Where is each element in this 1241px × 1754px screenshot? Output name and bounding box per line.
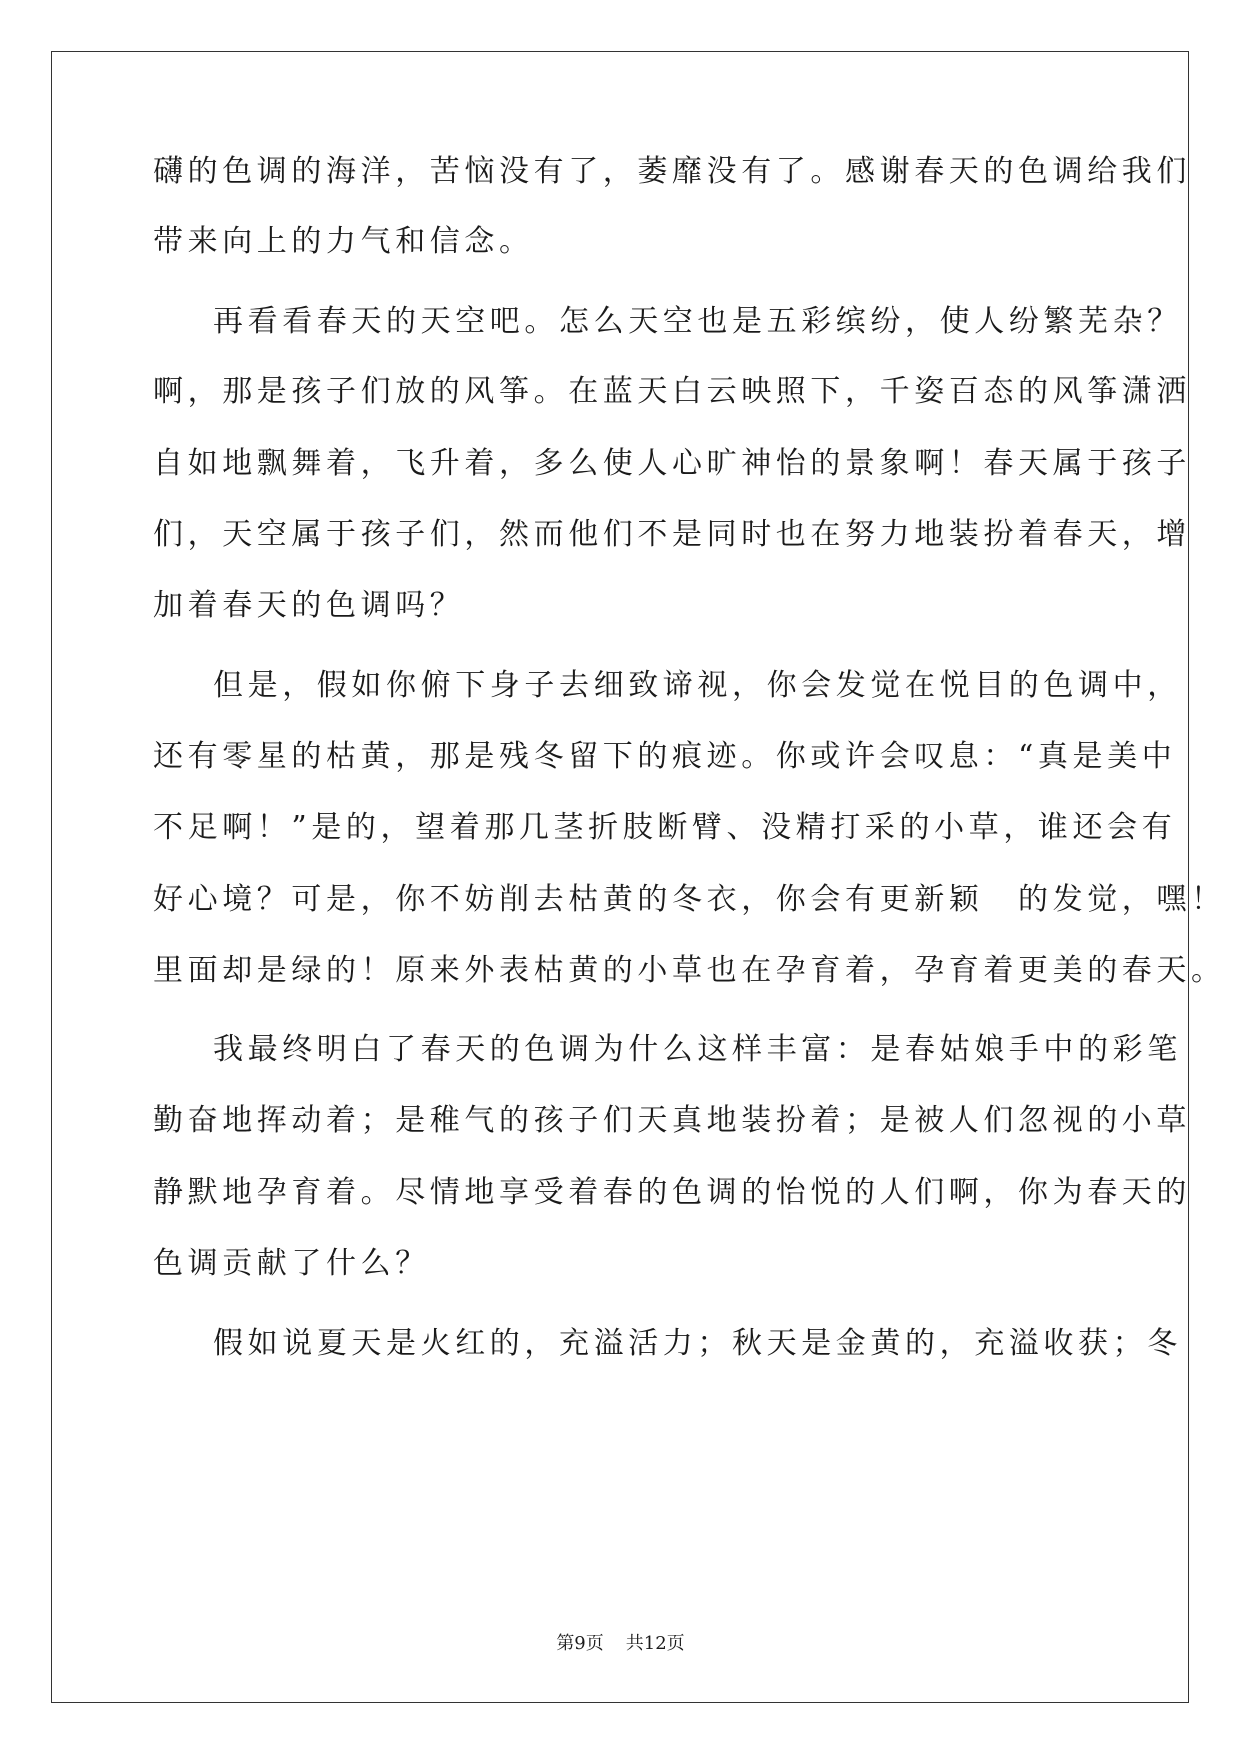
paragraph-line: 再看看春天的天空吧。怎么天空也是五彩缤纷，使人纷繁芜杂？ <box>213 304 1182 339</box>
page-total: 共12页 <box>625 1633 685 1654</box>
paragraph-line: 加着春天的色调吗？ <box>153 588 465 623</box>
page-frame <box>51 51 1189 1703</box>
paragraph-line: 假如说夏天是火红的，充溢活力；秋天是金黄的，充溢收获；冬 <box>213 1326 1182 1361</box>
paragraph-line: 们，天空属于孩子们，然而他们不是同时也在努力地装扮着春天，增 <box>153 517 1191 552</box>
paragraph-line: 静默地孕育着。尽情地享受着春的色调的怡悦的人们啊，你为春天的 <box>153 1175 1191 1210</box>
paragraph-line: 还有零星的枯黄，那是残冬留下的痕迹。你或许会叹息：“真是美中 <box>153 739 1177 774</box>
page-number: 第9页 <box>556 1633 604 1654</box>
paragraph-line: 里面却是绿的！原来外表枯黄的小草也在孕育着，孕育着更美的春天。 <box>153 953 1226 988</box>
paragraph-line: 不足啊！”是的，望着那几茎折肢断臂、没精打采的小草，谁还会有 <box>153 810 1177 845</box>
paragraph-line: 啊，那是孩子们放的风筝。在蓝天白云映照下，千姿百态的风筝潇洒 <box>153 374 1191 409</box>
page-footer <box>0 1632 1241 1656</box>
paragraph-line: 但是，假如你俯下身子去细致谛视，你会发觉在悦目的色调中， <box>213 668 1182 703</box>
paragraph-line: 勤奋地挥动着；是稚气的孩子们天真地装扮着；是被人们忽视的小草 <box>153 1103 1191 1138</box>
paragraph-line: 带来向上的力气和信念。 <box>153 224 534 259</box>
paragraph-line: 礴的色调的海洋，苦恼没有了，萎靡没有了。感谢春天的色调给我们 <box>153 154 1191 189</box>
paragraph-line: 色调贡献了什么？ <box>153 1246 430 1281</box>
paragraph-line: 我最终明白了春天的色调为什么这样丰富：是春姑娘手中的彩笔 <box>213 1032 1182 1067</box>
paragraph-line: 自如地飘舞着，飞升着，多么使人心旷神怡的景象啊！春天属于孩子 <box>153 446 1191 481</box>
paragraph-line: 好心境？可是，你不妨削去枯黄的冬衣，你会有更新颖 的发觉，嘿！ <box>153 882 1226 917</box>
